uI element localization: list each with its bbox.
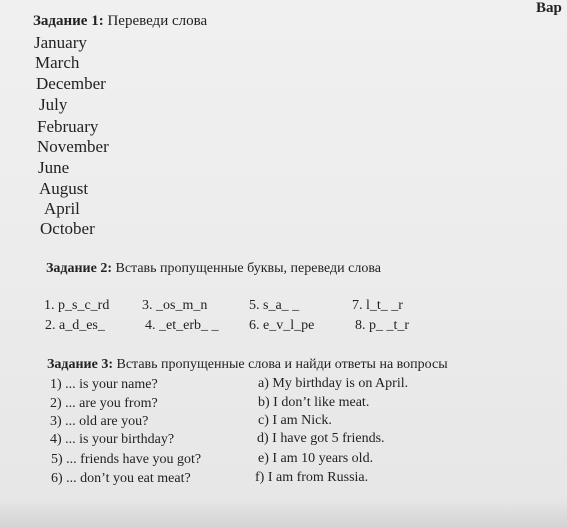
- question-item: 6) ... don’t you eat meat?: [51, 471, 191, 486]
- month-item: July: [39, 95, 68, 114]
- fill-word-item: 7. l_t_ _r: [352, 298, 403, 313]
- task1-title-text: Переведи слова: [103, 13, 208, 29]
- answer-item: d) I have got 5 friends.: [257, 431, 385, 446]
- task2-title-bold: Задание 2:: [46, 261, 112, 276]
- month-item: June: [38, 158, 70, 177]
- month-item: December: [36, 74, 106, 93]
- month-item: April: [44, 199, 80, 218]
- answer-item: a) My birthday is on April.: [258, 376, 409, 391]
- task3-title-text: Вставь пропущенные слова и найди ответы на вопросы: [112, 357, 448, 372]
- month-item: March: [35, 53, 80, 72]
- question-item: 3) ... old are you?: [50, 414, 149, 429]
- answer-item: b) I don’t like meat.: [258, 395, 370, 410]
- question-item: 4) ... is your birthday?: [50, 432, 175, 447]
- question-item: 2) ... are you from?: [50, 396, 158, 411]
- month-item: October: [40, 219, 95, 238]
- task1-title: [33, 13, 207, 30]
- fill-word-item: 4. _et_erb_ _: [145, 318, 219, 333]
- fill-word-item: 3. _os_m_n: [142, 298, 208, 313]
- task2-title: [46, 261, 381, 277]
- answer-item: f) I am from Russia.: [255, 470, 369, 485]
- fill-word-item: 2. a_d_es_: [45, 318, 105, 333]
- fill-word-item: 6. e_v_l_pe: [249, 318, 315, 333]
- fill-word-item: 5. s_a_ _: [249, 298, 300, 313]
- month-item: August: [39, 179, 89, 198]
- month-item: November: [37, 137, 109, 156]
- month-item: February: [37, 117, 99, 136]
- task1-title-bold: Задание 1:: [33, 13, 104, 29]
- task2-title-text: Вставь пропущенные буквы, переведи слова: [111, 261, 381, 276]
- month-item: January: [34, 33, 87, 52]
- answer-item: c) I am Nick.: [258, 413, 332, 428]
- fill-word-item: 8. p_ _t_r: [355, 318, 410, 333]
- page-shadow: [0, 499, 567, 527]
- question-item: 1) ... is your name?: [50, 377, 158, 392]
- answer-item: e) I am 10 years old.: [258, 451, 374, 466]
- fill-word-item: 1. p_s_c_rd: [44, 298, 110, 313]
- task3-title-bold: Задание 3:: [47, 357, 113, 372]
- question-item: 5) ... friends have you got?: [51, 452, 202, 467]
- variant-label: Вар: [536, 0, 562, 16]
- task3-title: [47, 357, 448, 373]
